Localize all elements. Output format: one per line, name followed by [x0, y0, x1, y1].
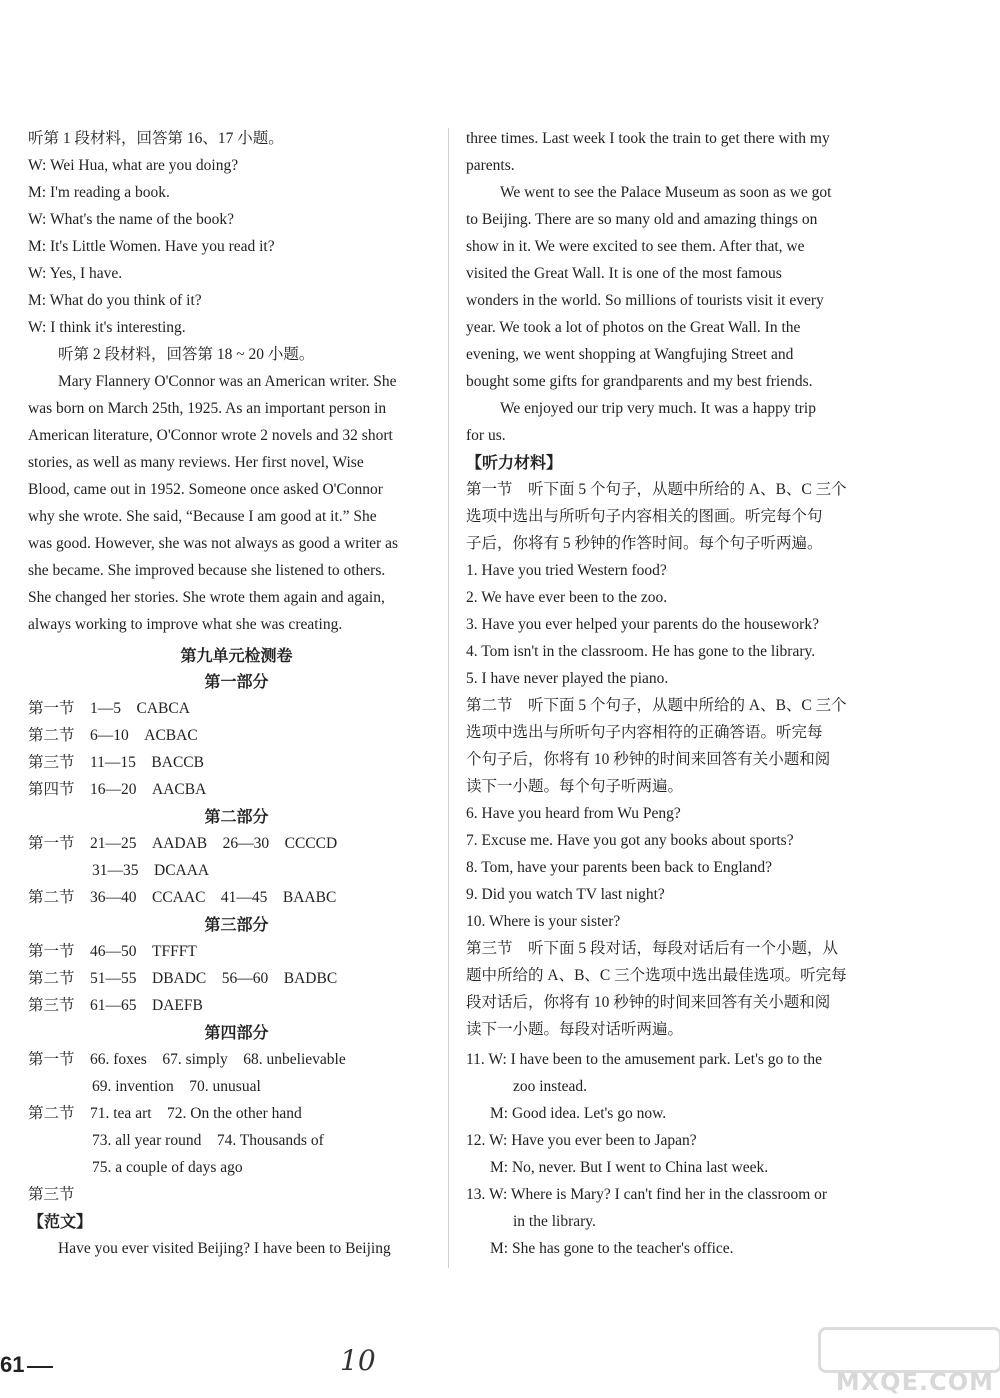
dialogue-line: W: What's the name of the book?	[28, 211, 234, 228]
part-title: 第四部分	[204, 1023, 269, 1042]
passage-line: she became. She improved because she listened to others.	[28, 562, 386, 579]
essay-line: We went to see the Palace Museum as soon as we got	[500, 184, 832, 201]
section-heading: 听第 1 段材料，回答第 16、17 小题。	[28, 130, 284, 147]
answer-line: 第三节 61—65 DAEFB	[28, 997, 203, 1014]
essay-line: We enjoyed our trip very much. It was a happy trip	[500, 400, 816, 417]
dialogue-line: M: Good idea. Let's go now.	[490, 1105, 667, 1122]
instruction-line: 子后，你将有 5 秒钟的作答时间。每个句子听两遍。	[466, 535, 823, 552]
answer-line: 第四节 16—20 AACBA	[28, 781, 207, 798]
part-title: 第三部分	[204, 915, 269, 934]
essay-line: evening, we went shopping at Wangfujing Street and	[466, 346, 794, 363]
handwritten-mark: 10	[340, 1344, 376, 1377]
answer-line: 第三节 11—15 BACCB	[28, 754, 204, 771]
essay-line: visited the Great Wall. It is one of the most famous	[466, 265, 782, 282]
answer-line: 第一节 46—50 TFFFT	[28, 943, 197, 960]
model-essay-label: 【范文】	[28, 1212, 93, 1231]
instruction-line: 选项中选出与所听句子内容相符的正确答语。听完每	[466, 724, 823, 741]
listening-item: 9. Did you watch TV last night?	[466, 886, 665, 903]
instruction-line: 题中所给的 A、B、C 三个选项中选出最佳选项。听完每	[466, 967, 847, 984]
dialogue-line: W: I think it's interesting.	[28, 319, 186, 336]
watermark-box	[818, 1327, 1000, 1373]
answer-line: 第三节	[28, 1186, 75, 1203]
answer-line: 第一节 66. foxes 67. simply 68. unbelievable	[28, 1051, 346, 1068]
instruction-line: 第三节 听下面 5 段对话，每段对话后有一个小题，从	[466, 940, 839, 957]
listening-item: 2. We have ever been to the zoo.	[466, 589, 668, 606]
dialogue-line: M: What do you think of it?	[28, 292, 202, 309]
passage-line: was born on March 25th, 1925. As an important person in	[28, 400, 387, 417]
dialogue-line: 13. W: Where is Mary? I can't find her in the classroom or	[466, 1186, 828, 1203]
dialogue-line: M: No, never. But I went to China last week.	[490, 1159, 769, 1176]
instruction-line: 第二节 听下面 5 个句子，从题中所给的 A、B、C 三个	[466, 697, 847, 714]
essay-line: wonders in the world. So millions of tourists visit it every	[466, 292, 824, 309]
answer-line: 69. invention 70. unusual	[92, 1078, 261, 1095]
instruction-line: 选项中选出与所听句子内容相关的图画。听完每个句	[466, 508, 823, 525]
answer-line: 第二节 36—40 CCAAC 41—45 BAABC	[28, 889, 337, 906]
page-number-dash	[27, 1366, 53, 1368]
answer-line: 73. all year round 74. Thousands of	[92, 1132, 324, 1149]
passage-line: Mary Flannery O'Connor was an American writer. She	[58, 373, 397, 390]
passage-line: why she wrote. She said, “Because I am good at it.” She	[28, 508, 377, 525]
essay-line: year. We took a lot of photos on the Great Wall. In the	[466, 319, 801, 336]
section-heading: 听第 2 段材料，回答第 18 ~ 20 小题。	[58, 346, 315, 363]
essay-line: to Beijing. There are so many old and amazing things on	[466, 211, 818, 228]
dialogue-line: zoo instead.	[513, 1078, 588, 1095]
answer-line: 第一节 1—5 CABCA	[28, 700, 190, 717]
answer-line: 第一节 21—25 AADAB 26—30 CCCCD	[28, 835, 338, 852]
dialogue-line: M: I'm reading a book.	[28, 184, 170, 201]
essay-line: Have you ever visited Beijing? I have been to Beijing	[58, 1240, 391, 1257]
watermark-text: MXQE.COM	[835, 1368, 994, 1396]
dialogue-line: M: She has gone to the teacher's office.	[490, 1240, 734, 1257]
instruction-line: 个句子后，你将有 10 秒钟的时间来回答有关小题和阅	[466, 751, 831, 768]
answer-line: 第二节 71. tea art 72. On the other hand	[28, 1105, 302, 1122]
instruction-line: 第一节 听下面 5 个句子，从题中所给的 A、B、C 三个	[466, 481, 847, 498]
passage-line: always working to improve what she was creating.	[28, 616, 343, 633]
essay-line: three times. Last week I took the train to get there with my	[466, 130, 830, 147]
listening-item: 8. Tom, have your parents been back to England?	[466, 859, 772, 876]
answer-line: 31—35 DCAAA	[92, 862, 210, 879]
essay-line: parents.	[466, 157, 515, 174]
dialogue-line: W: Wei Hua, what are you doing?	[28, 157, 239, 174]
passage-line: Blood, came out in 1952. Someone once asked O'Connor	[28, 481, 383, 498]
answer-line: 第二节 51—55 DBADC 56—60 BADBC	[28, 970, 338, 987]
listening-item: 10. Where is your sister?	[466, 913, 621, 930]
essay-line: show in it. We were excited to see them. After that, we	[466, 238, 805, 255]
answer-line: 第二节 6—10 ACBAC	[28, 727, 198, 744]
dialogue-line: M: It's Little Women. Have you read it?	[28, 238, 275, 255]
instruction-line: 读下一小题。每段对话听两遍。	[466, 1021, 684, 1038]
passage-line: stories, as well as many reviews. Her first novel, Wise	[28, 454, 364, 471]
dialogue-line: in the library.	[513, 1213, 596, 1230]
part-title: 第二部分	[204, 807, 269, 826]
passage-line: She changed her stories. She wrote them again and again,	[28, 589, 385, 606]
dialogue-line: W: Yes, I have.	[28, 265, 123, 282]
essay-line: bought some gifts for grandparents and my best friends.	[466, 373, 813, 390]
answer-line: 75. a couple of days ago	[92, 1159, 243, 1176]
dialogue-line: 12. W: Have you ever been to Japan?	[466, 1132, 697, 1149]
instruction-line: 段对话后，你将有 10 秒钟的时间来回答有关小题和阅	[466, 994, 831, 1011]
listening-item: 6. Have you heard from Wu Peng?	[466, 805, 681, 822]
listening-item: 5. I have never played the piano.	[466, 670, 669, 687]
page-number: 61	[0, 1352, 25, 1377]
listening-item: 4. Tom isn't in the classroom. He has gone to the library.	[466, 643, 816, 660]
essay-line: for us.	[466, 427, 506, 444]
passage-line: was good. However, she was not always as good a writer as	[28, 535, 398, 552]
dialogue-line: 11. W: I have been to the amusement park. Let's go to the	[466, 1051, 823, 1068]
instruction-line: 读下一小题。每个句子听两遍。	[466, 778, 684, 795]
watermark-logo	[810, 1325, 1000, 1398]
passage-line: American literature, O'Connor wrote 2 novels and 32 short	[28, 427, 393, 444]
unit-title: 第九单元检测卷	[180, 646, 293, 665]
part-title: 第一部分	[204, 672, 269, 691]
listening-item: 1. Have you tried Western food?	[466, 562, 667, 579]
listening-item: 3. Have you ever helped your parents do the housework?	[466, 616, 819, 633]
listening-material-label: 【听力材料】	[466, 453, 563, 472]
listening-item: 7. Excuse me. Have you got any books about sports?	[466, 832, 794, 849]
